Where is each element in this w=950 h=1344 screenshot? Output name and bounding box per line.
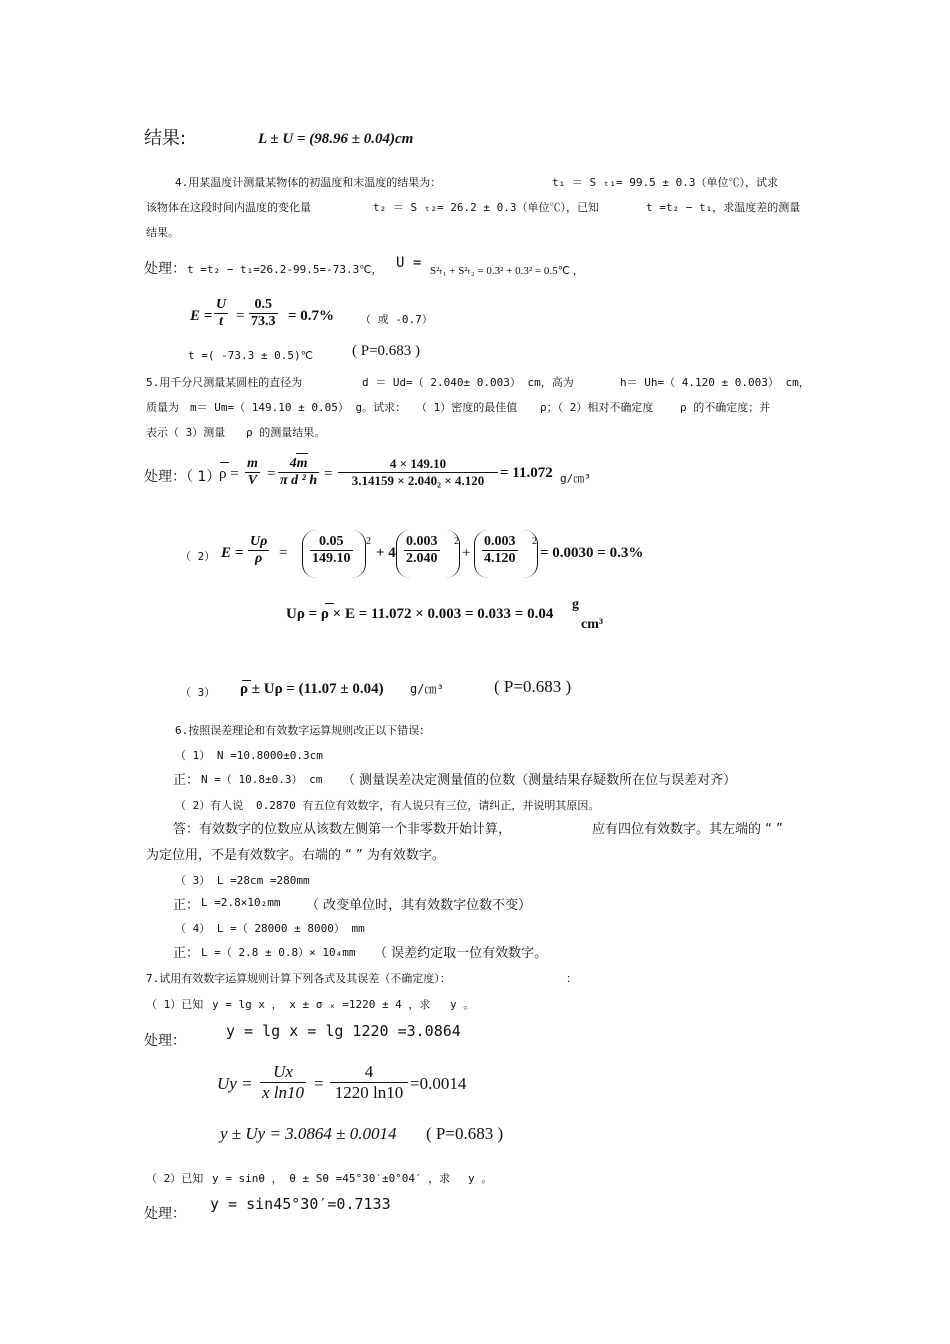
q7-title-end: ：	[566, 972, 577, 985]
q4-line2: 该物体在这段时间内温度的变化量	[146, 201, 311, 214]
q5-s1-eq1: =	[267, 466, 276, 482]
q7-p2b: y = sinθ ， θ ± Sθ =45°30′±0°04′ ，求	[212, 1172, 451, 1185]
q5-line2e: ρ 的不确定度；并	[680, 401, 771, 414]
q7-y-final-p: ( P=0.683 )	[426, 1124, 504, 1143]
result-label: 结果:	[144, 128, 187, 149]
plus-2: +	[462, 545, 471, 561]
q5-s1-frac3: $\frac{4 \times 149.10}{\text{3.14159 × 2.040₂ × 4.120}}$	[338, 456, 498, 489]
q7-uy-eq: =	[314, 1074, 324, 1093]
q4-e-lhs: E =	[190, 308, 213, 324]
result-formula: L ± U = (98.96 ± 0.04)cm	[258, 131, 414, 147]
q4-t1: t₁ ＝ S ₜ₁= 99.5 ± 0.3（单位℃），试求	[552, 176, 778, 189]
q5-s2-eq: =	[279, 545, 288, 561]
sq-2: 2	[454, 536, 459, 547]
q6-i4: （ 4） L =（ 28000 ± 8000） mm	[175, 922, 365, 935]
q5-s3-formula: ρ ± Uρ = (11.07 ± 0.04)	[240, 681, 384, 697]
q6-i2: （ 2）有人说	[175, 799, 244, 812]
q6-i1-fix-label: 正：	[173, 773, 200, 788]
q4-e-result: = 0.7%	[288, 308, 335, 324]
q6-title: 6.按照误差理论和有效数字运算规则改正以下错误：	[175, 724, 431, 737]
q5-s2-term2: $\frac{0.003}{2.040}$	[406, 534, 438, 566]
q7-title: 7.试用有效数字运算规则计算下列各式及其误差（不确定度）：	[146, 972, 451, 985]
q4-line1: 4.用某温度计测量某物体的初温度和末温度的结果为：	[175, 176, 442, 189]
q7-proc1-label: 处理：	[144, 1033, 186, 1049]
q4-e-frac1: $\frac{U}{t}$	[216, 297, 227, 329]
q6-i1: （ 1） N =10.8000±0.3cm	[175, 749, 323, 762]
m-bar	[296, 453, 308, 454]
q4-final: t =( -73.3 ± 0.5)℃	[188, 349, 313, 362]
q5-s2-frac: $\frac{U\rho}{\rho}$	[250, 534, 268, 566]
q4-t2: t₂ ＝ S ₜ₂= 26.2 ± 0.3（单位℃），已知	[373, 201, 599, 214]
q5-line2c: （ 1）密度的最佳值	[416, 401, 518, 414]
q7-proc2-line: y = sin45°30′=0.7133	[210, 1195, 391, 1213]
q5-s1-frac2: $\frac{4m}{\text{π d ² h}}$	[280, 456, 318, 488]
q6-i2-num: 0.2870 有五位有效数字，有人说只有三位，请纠正，并说明其原因。	[256, 799, 600, 812]
q5-s1-rho: ρ =	[219, 466, 239, 482]
q7-p2: （ 2）已知	[146, 1172, 204, 1185]
q7-p1: （ 1）已知	[146, 998, 204, 1011]
q5-line3: 表示（ 3）测量	[146, 426, 226, 439]
q5-s3-p: ( P=0.683 )	[494, 677, 572, 696]
q7-y-final: y ± Uy = 3.0864 ± 0.0014	[220, 1124, 397, 1143]
q5-s1-result: = 11.072	[500, 465, 553, 481]
q5-s1-label: 处理：（ 1）	[144, 469, 221, 485]
rho-bar	[220, 462, 229, 463]
q5-s3-label: （ 3）	[180, 686, 216, 699]
q6-i2-ans1: 答：有效数字的位数应从该数左侧第一个非零数开始计算，	[173, 822, 512, 837]
q4-line3: 结果。	[146, 226, 179, 239]
q5-line1c: h＝ Uh=（ 4.120 ± 0.003） cm，	[620, 376, 810, 389]
q7-proc1-line: y = lg x = lg 1220 =3.0864	[226, 1022, 461, 1040]
q5-line2a: 质量为	[146, 401, 179, 414]
q6-i3-note: （ 改变单位时，其有效数字位数不变）	[306, 898, 532, 913]
q6-i3-fix: L =2.8×10₂mm	[201, 896, 281, 909]
q5-s2b-unit-num: g	[572, 597, 579, 612]
q4-proc-label: 处理：	[144, 261, 186, 277]
q6-i1-note: （ 测量误差决定测量值的位数（测量结果存疑数所在位与误差对齐）	[342, 773, 737, 788]
q6-i1-fix: N =（ 10.8±0.3） cm	[201, 773, 323, 786]
q5-s2-term1: $\frac{0.05}{149.10}$	[312, 534, 351, 566]
q4-e-eq: =	[236, 308, 245, 324]
q7-uy-result: =0.0014	[410, 1074, 467, 1093]
q6-i3-fix-label: 正：	[173, 898, 200, 913]
q5-s2-term3: $\frac{0.003}{4.120}$	[484, 534, 516, 566]
q5-line1b: d ＝ Ud=（ 2.040± 0.003） cm，高为	[362, 376, 574, 389]
q6-i3: （ 3） L =28cm =280mm	[175, 874, 310, 887]
q4-proc-delta: t =t₂ − t₁=26.2-99.5=-73.3℃，	[187, 263, 383, 276]
q5-s2-lhs: E =	[221, 545, 244, 561]
q7-uy-frac1: $\frac{Ux}{\text{x ln10}}$	[262, 1062, 305, 1102]
q4-final-p: ( P=0.683 )	[352, 343, 421, 359]
q5-line1a: 5.用千分尺测量某圆柱的直径为	[146, 376, 303, 389]
q4-e-extra: （ 或 -0.7）	[360, 313, 433, 326]
q5-s1-frac1: $\frac{m}{V}$	[247, 456, 258, 488]
q5-s1-unit: g/㎝³	[560, 472, 591, 485]
q6-i4-fix: L =（ 2.8 ± 0.8）× 10₄mm	[201, 946, 356, 959]
q7-uy-frac2: $\frac{4}{1220 \ln 10}$	[330, 1062, 408, 1103]
q6-i4-fix-label: 正：	[173, 946, 200, 961]
q7-p2c: y 。	[468, 1172, 493, 1185]
q5-line2b: m＝ Um=（ 149.10 ± 0.05） g。试求：	[190, 401, 407, 414]
q4-proc-u: U =	[396, 255, 422, 271]
q5-s3-unit: g/㎝³	[410, 682, 444, 696]
q7-p1b: y = lg x ， x ± σ ₓ =1220 ± 4 ，求	[212, 998, 431, 1011]
q5-s2-result: = 0.0030 = 0.3%	[540, 545, 644, 561]
q5-s2b: Uρ = ρ × E = 11.072 × 0.003 = 0.033 = 0.04	[286, 606, 554, 622]
q5-line2d: ρ；（ 2）相对不确定度	[540, 401, 654, 414]
sq-1: 2	[366, 536, 371, 547]
q4-proc-sqrt: S²ₜ₁ + S²ₜ₂ = 0.3² + 0.3² = 0.5℃ ，	[430, 265, 584, 277]
q5-s2-plus1: + 4	[376, 545, 396, 561]
sq-3: 2	[532, 536, 537, 547]
q6-i2-ans2: 为定位用，不是有效数字。右端的 “ ” 为有效数字。	[146, 848, 445, 863]
q5-s1-eq2: =	[324, 466, 333, 482]
q7-uy-lhs: Uy =	[217, 1074, 253, 1093]
q7-proc2-label: 处理：	[144, 1206, 186, 1222]
q7-p1c: y 。	[450, 998, 475, 1011]
q5-s2b-unit-den: cm³	[581, 617, 604, 632]
q5-line3b: ρ 的测量结果。	[246, 426, 326, 439]
rho-bar-2	[325, 603, 334, 604]
q6-i2-ans1b: 应有四位有效数字。其左端的 “ ”	[592, 822, 783, 837]
q4-e-frac2: $\frac{0.5}{73.3}$	[251, 297, 276, 329]
q6-i4-note: （ 误差约定取一位有效数字。	[374, 946, 548, 961]
q5-s2-label: （ 2）	[180, 550, 216, 563]
q4-delta: t =t₂ − t₁，求温度差的测量	[646, 201, 801, 214]
